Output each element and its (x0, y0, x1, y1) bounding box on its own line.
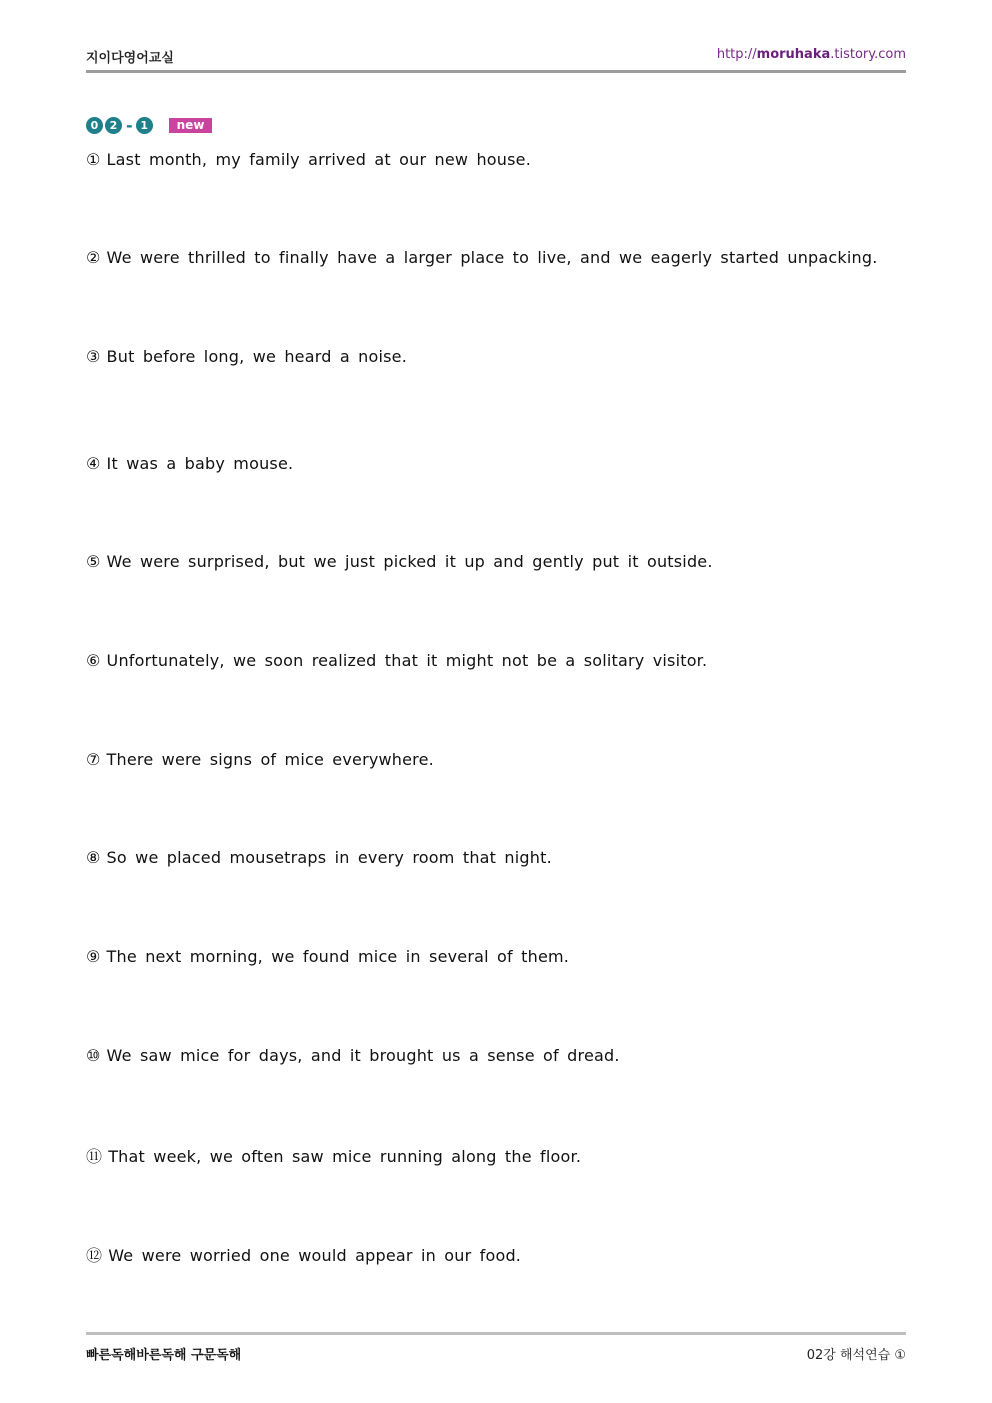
sentence-10 (86, 1046, 620, 1065)
section-label (86, 115, 212, 135)
sentence-number: ① (86, 150, 101, 169)
sentence-6 (86, 651, 707, 670)
url-suffix: .tistory.com (830, 47, 906, 62)
header-rule (86, 70, 906, 73)
section-digit-2: 2 (105, 117, 122, 134)
sentence-1 (86, 150, 531, 169)
sentence-text: It was a baby mouse. (106, 454, 294, 473)
sentence-number: ⑫ (86, 1246, 103, 1265)
sentence-text: Unfortunately, we soon realized that it might not be a solitary visitor. (106, 651, 708, 670)
sentence-number: ⑤ (86, 552, 101, 571)
new-badge: new (169, 118, 213, 133)
sentence-text: So we placed mousetraps in every room that night. (106, 848, 552, 867)
sentence-text: We were worried one would appear in our food. (108, 1246, 522, 1265)
sentence-number: ⑨ (86, 947, 101, 966)
sentence-text: Last month, my family arrived at our new house. (106, 150, 532, 169)
sentence-number: ⑦ (86, 750, 101, 769)
footer-rule (86, 1332, 906, 1335)
sentence-text: We were thrilled to finally have a larger place to live, and we eagerly started unpacking. (106, 248, 878, 267)
section-digit-1: 0 (86, 117, 103, 134)
page-header (86, 44, 906, 66)
sentence-11 (86, 1144, 581, 1167)
sentence-8 (86, 848, 552, 867)
section-digit-3: 1 (136, 117, 153, 134)
sentence-text: There were signs of mice everywhere. (106, 750, 434, 769)
sentence-7 (86, 750, 434, 769)
sentence-4 (86, 454, 293, 473)
sentence-number: ⑥ (86, 651, 101, 670)
section-separator: - (126, 115, 133, 135)
url-bold: moruhaka (756, 47, 831, 62)
lesson-label: 02강 해석연습 ① (806, 1348, 906, 1363)
sentence-number: ② (86, 248, 101, 267)
book-title: 빠른독해바른독해 구문독해 (86, 1348, 242, 1363)
sentence-12 (86, 1243, 521, 1266)
sentence-5 (86, 552, 713, 571)
sentence-number: ⑧ (86, 848, 101, 867)
sentence-2 (86, 248, 878, 267)
sentence-9 (86, 947, 569, 966)
site-url[interactable] (717, 47, 906, 62)
sentence-text: We were surprised, but we just picked it up and gently put it outside. (106, 552, 713, 571)
sentence-text: That week, we often saw mice running along the floor. (108, 1147, 582, 1166)
sentence-number: ⑪ (86, 1147, 103, 1166)
url-prefix: http:// (716, 47, 757, 62)
sentence-text: We saw mice for days, and it brought us a sense of dread. (106, 1046, 620, 1065)
brand-name: 지이다영어교실 (86, 51, 174, 66)
sentence-number: ③ (86, 347, 101, 366)
sentence-number: ④ (86, 454, 101, 473)
sentence-text: But before long, we heard a noise. (106, 347, 407, 366)
sentence-text: The next morning, we found mice in several of them. (106, 947, 570, 966)
sentence-3 (86, 347, 407, 366)
sentence-number: ⑩ (86, 1046, 101, 1065)
